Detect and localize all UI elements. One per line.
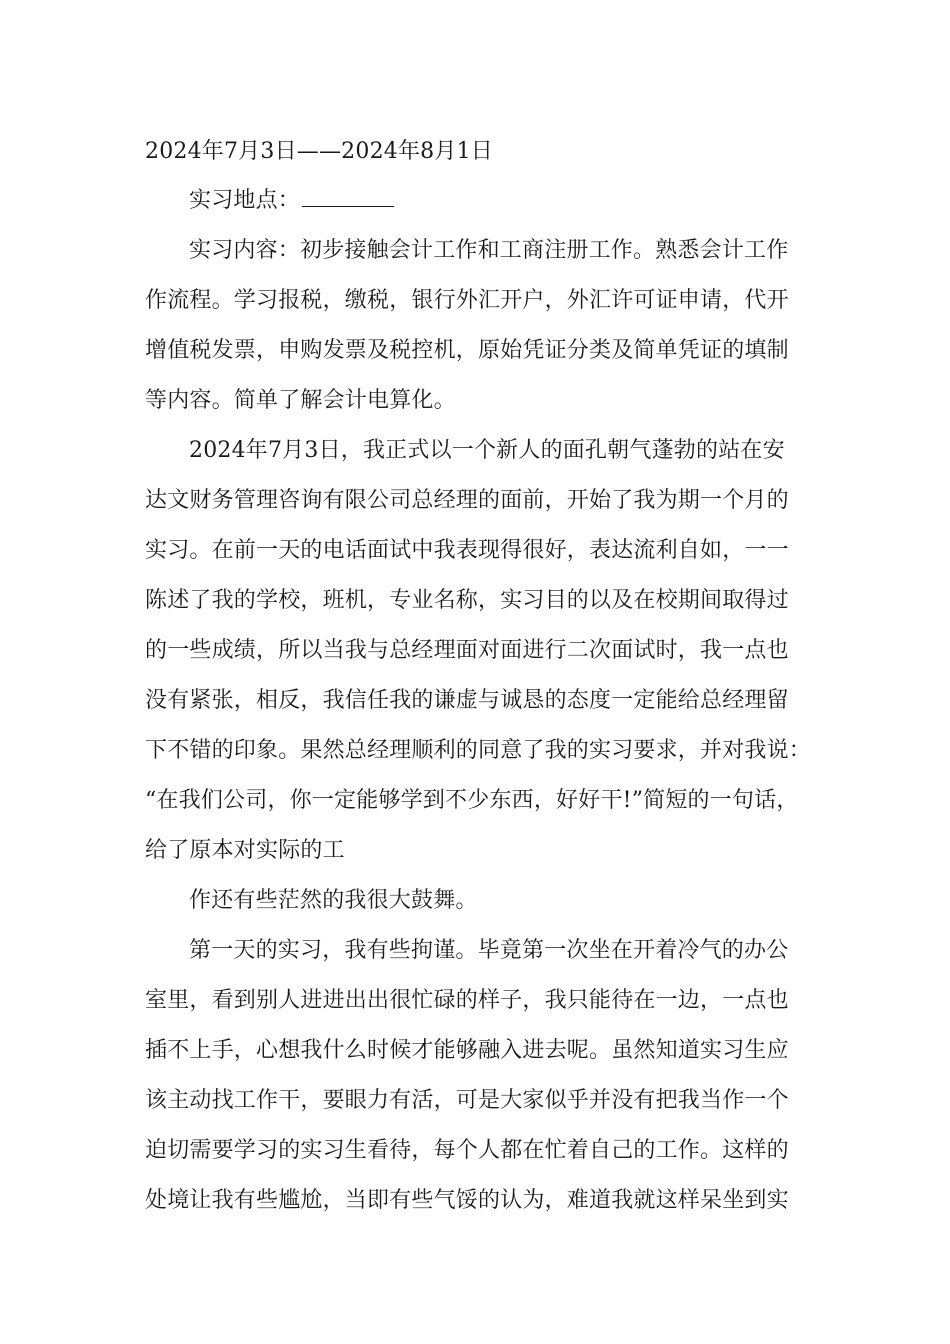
paragraph-line: 室里，看到别人进进出出很忙碌的样子，我只能待在一边，一点也 xyxy=(145,988,789,1013)
paragraph-line: 插不上手，心想我什么时候才能够融入进去呢。虽然知道实习生应 xyxy=(145,1038,789,1063)
location-line xyxy=(189,186,394,216)
paragraph-line: 等内容。简单了解会计电算化。 xyxy=(145,388,456,413)
paragraph-line: 给了原本对实际的工 xyxy=(145,838,345,863)
paragraph-line: 下不错的印象。果然总经理顺利的同意了我的实习要求，并对我说： xyxy=(145,738,812,763)
paragraph-line: 作流程。学习报税，缴税，银行外汇开户，外汇许可证申请，代开 xyxy=(145,288,789,313)
date-range: 2024年7月3日——2024年8月1日 xyxy=(145,139,493,164)
paragraph-line: 达文财务管理咨询有限公司总经理的面前，开始了我为期一个月的 xyxy=(145,488,789,513)
location-label: 实习地点： xyxy=(189,188,301,213)
paragraph-line: 实习。在前一天的电话面试中我表现得很好，表达流利自如，一一 xyxy=(145,538,789,563)
paragraph-line: 2024年7月3日，我正式以一个新人的面孔朝气蓬勃的站在安 xyxy=(189,438,785,463)
paragraph-line: 没有紧张，相反，我信任我的谦虚与诚恳的态度一定能给总经理留 xyxy=(145,688,789,713)
paragraph-line: 第一天的实习，我有些拘谨。毕竟第一次坐在开着冷气的办公 xyxy=(189,938,789,963)
paragraph-line: 增值税发票，申购发票及税控机，原始凭证分类及简单凭证的填制 xyxy=(145,338,789,363)
paragraph-line: “在我们公司，你一定能够学到不少东西，好好干!”简短的一句话， xyxy=(145,788,799,813)
paragraph-line: 陈述了我的学校，班机，专业名称，实习目的以及在校期间取得过 xyxy=(145,588,789,613)
paragraph-line: 实习内容：初步接触会计工作和工商注册工作。熟悉会计工作 xyxy=(189,238,789,263)
paragraph-line: 该主动找工作干，要眼力有活，可是大家似乎并没有把我当作一个 xyxy=(145,1088,789,1113)
paragraph-line: 处境让我有些尴尬，当即有些气馁的认为，难道我就这样呆坐到实 xyxy=(145,1188,789,1213)
location-blank xyxy=(302,186,394,207)
paragraph-line: 迫切需要学习的实习生看待，每个人都在忙着自己的工作。这样的 xyxy=(145,1138,789,1163)
paragraph-line: 的一些成绩，所以当我与总经理面对面进行二次面试时，我一点也 xyxy=(145,638,789,663)
paragraph-line: 作还有些茫然的我很大鼓舞。 xyxy=(189,888,478,913)
